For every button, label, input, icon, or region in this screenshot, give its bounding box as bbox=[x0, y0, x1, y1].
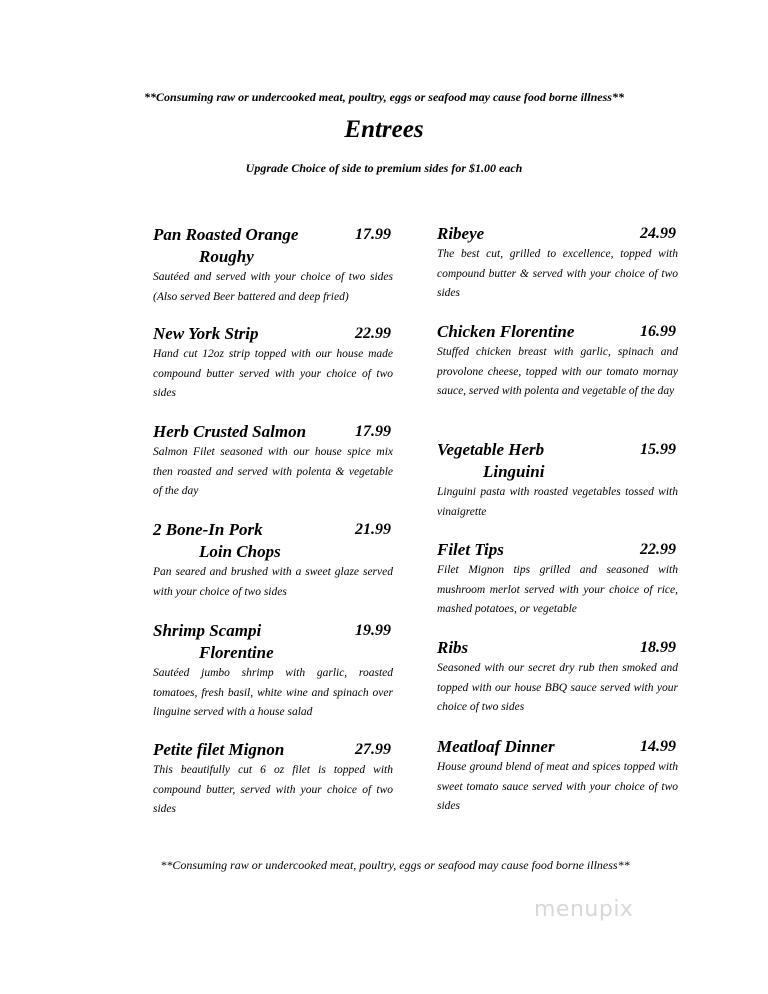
item-name: Ribeye bbox=[437, 224, 485, 243]
item-price: 14.99 bbox=[640, 738, 676, 755]
item-name: Filet Tips bbox=[437, 540, 504, 559]
item-description: Sautéed and served with your choice of two sides (Also served Beer battered and deep fried) bbox=[153, 271, 393, 303]
menu-item bbox=[437, 637, 678, 718]
item-price: 24.99 bbox=[640, 225, 676, 242]
menu-item bbox=[437, 439, 678, 522]
item-price: 21.99 bbox=[355, 521, 391, 538]
menu-item bbox=[437, 321, 678, 402]
item-description: Sautéed jumbo shrimp with garlic, roasted tomatoes, fresh basil, white wine and spinach over linguine served with a house salad bbox=[153, 667, 393, 718]
menu-item bbox=[153, 323, 393, 404]
item-description: House ground blend of meat and spices topped with sweet tomato sauce served with your choice of two sides bbox=[437, 761, 678, 812]
item-price: 16.99 bbox=[640, 323, 676, 340]
menu-item bbox=[437, 539, 678, 620]
item-description: Pan seared and brushed with a sweet glaze served with your choice of two sides bbox=[153, 566, 393, 598]
item-description: The best cut, grilled to excellence, topped with compound butter & served with your choice of two sides bbox=[437, 248, 678, 299]
item-name: Petite filet Mignon bbox=[153, 740, 285, 759]
item-name: Herb Crusted Salmon bbox=[153, 422, 307, 441]
item-price: 22.99 bbox=[355, 325, 391, 342]
item-name-continued: Loin Chops bbox=[199, 542, 281, 561]
menu-item bbox=[153, 224, 393, 307]
item-name-continued: Linguini bbox=[483, 462, 545, 481]
item-name: Pan Roasted Orange bbox=[153, 225, 299, 244]
item-price: 19.99 bbox=[355, 622, 391, 639]
upgrade-note: Upgrade Choice of side to premium sides for $1.00 each bbox=[245, 161, 523, 175]
item-description: Filet Mignon tips grilled and seasoned with mushroom merlot served with your choice of rice, mashed potatoes, or vegetable bbox=[437, 564, 678, 615]
allergy-warning-bottom: **Consuming raw or undercooked meat, poultry, eggs or seafood may cause food borne illness** bbox=[160, 858, 630, 872]
menu-item bbox=[153, 421, 393, 502]
menu-item bbox=[153, 519, 393, 602]
menu-item bbox=[437, 736, 678, 817]
page-title: Entrees bbox=[344, 116, 424, 143]
item-name: New York Strip bbox=[153, 324, 259, 343]
item-description: Salmon Filet seasoned with our house spice mix then roasted and served with polenta & vegetable of the day bbox=[153, 446, 393, 497]
watermark-logo: menupix bbox=[534, 897, 634, 922]
item-description: This beautifully cut 6 oz filet is topped with compound butter, served with your choice of two sides bbox=[153, 764, 393, 815]
item-name: Meatloaf Dinner bbox=[437, 737, 555, 756]
item-name-continued: Florentine bbox=[199, 643, 274, 662]
item-price: 18.99 bbox=[640, 639, 676, 656]
menu-item bbox=[153, 620, 393, 723]
item-name: 2 Bone-In Pork bbox=[153, 520, 263, 539]
item-price: 22.99 bbox=[640, 541, 676, 558]
item-price: 17.99 bbox=[355, 226, 391, 243]
menu-item bbox=[437, 223, 678, 304]
item-description: Linguini pasta with roasted vegetables tossed with vinaigrette bbox=[437, 486, 678, 518]
item-price: 17.99 bbox=[355, 423, 391, 440]
item-name: Vegetable Herb bbox=[437, 440, 545, 459]
item-name-continued: Roughy bbox=[199, 247, 254, 266]
item-name: Chicken Florentine bbox=[437, 322, 575, 341]
item-price: 27.99 bbox=[355, 741, 391, 758]
item-description: Stuffed chicken breast with garlic, spinach and provolone cheese, topped with our tomato mornay sauce, served with polenta and vegetable of the day bbox=[437, 346, 678, 397]
item-name: Ribs bbox=[437, 638, 469, 657]
item-price: 15.99 bbox=[640, 441, 676, 458]
menu-item bbox=[153, 739, 393, 820]
item-name: Shrimp Scampi bbox=[153, 621, 262, 640]
item-description: Seasoned with our secret dry rub then smoked and topped with our house BBQ sauce served with your choice of two sides bbox=[437, 662, 678, 713]
item-description: Hand cut 12oz strip topped with our house made compound butter served with your choice of two sides bbox=[153, 348, 393, 399]
allergy-warning-top: **Consuming raw or undercooked meat, poultry, eggs or seafood may cause food borne illness** bbox=[144, 90, 624, 104]
